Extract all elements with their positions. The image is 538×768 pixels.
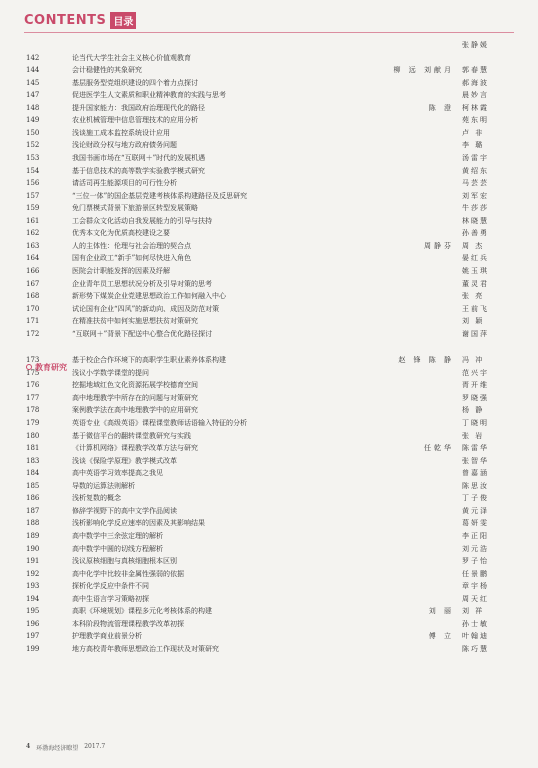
- page-footer: [26, 743, 105, 752]
- entry-right-author: 刘元浩: [462, 544, 489, 553]
- entry-right-author: 陈思汝: [462, 481, 489, 490]
- entry-page-number: 197: [26, 632, 40, 641]
- entry-title: 高中英语学习效率提高之我见: [72, 469, 163, 478]
- entry-title: 浅议小学数学课堂的提问: [72, 368, 149, 377]
- toc-entry: [0, 228, 538, 239]
- entry-title: 提升国家能力：我国政府治理现代化的路径: [72, 103, 205, 112]
- entry-title: 浅析影响化学反应速率的因素及其影响结果: [72, 519, 205, 528]
- entry-title: 浅谈《保险学原理》教学模式改革: [72, 456, 177, 465]
- entry-page-number: 194: [26, 594, 40, 603]
- toc-entry: [0, 594, 538, 605]
- entry-right-author: 姚玉琪: [462, 266, 489, 275]
- entry-title: 基于校企合作环境下的高职学生职业素养体系构建: [72, 356, 226, 365]
- toc-entry: [0, 468, 538, 479]
- entry-page-number: 193: [26, 582, 40, 591]
- toc-entry: [0, 103, 538, 114]
- entry-title: 农业机械管理中信息管理技术的应用分析: [72, 116, 198, 125]
- entry-title: 论当代大学生社会主义核心价值观教育: [72, 53, 191, 62]
- entry-title: 地方高校青年教师思想政治工作现状及对策研究: [72, 644, 219, 653]
- entry-title: 基层服务型党组织建设的四个着力点探讨: [72, 78, 198, 87]
- entry-page-number: 176: [26, 381, 40, 390]
- page-number: 4: [26, 743, 31, 750]
- entry-right-author: 黄绍东: [462, 166, 489, 175]
- entry-right-author: 孙士敏: [462, 619, 489, 628]
- entry-right-author: 晨妙言: [462, 91, 489, 100]
- entry-right-author: 丁子俊: [462, 494, 489, 503]
- entry-right-author: 任景鹏: [462, 569, 489, 578]
- entry-right-author: 周天红: [462, 594, 489, 603]
- entry-author: 陈 澄: [428, 103, 454, 112]
- entry-title: 案例教学法在高中地理教学中的应用研究: [72, 406, 198, 415]
- toc-entry: [0, 166, 538, 177]
- entry-page-number: 149: [26, 116, 40, 125]
- entry-right-author: 曾嘉涵: [462, 469, 489, 478]
- entry-title: 新形势下煤炭企业党建思想政治工作如何融入中心: [72, 292, 226, 300]
- entry-page-number: 179: [26, 419, 40, 427]
- entry-right-author: 黄元泽: [462, 506, 489, 515]
- entry-title: 修辞学视野下的高中文学作品阅读: [72, 506, 177, 515]
- entry-right-author: 胥开维: [462, 381, 489, 390]
- toc-entry: [0, 216, 538, 227]
- entry-page-number: 168: [26, 292, 40, 300]
- entry-right-author: 马芸芸: [462, 179, 489, 188]
- entry-right-author: 陈巧慧: [462, 644, 489, 653]
- entry-page-number: 190: [26, 544, 40, 553]
- entry-right-author: 李正阳: [462, 531, 489, 540]
- entry-page-number: 183: [26, 456, 40, 465]
- contents-title-en: CONTENTS: [24, 12, 107, 28]
- toc-entry: [0, 316, 538, 327]
- entry-right-author: 牛莎莎: [462, 204, 489, 213]
- entry-title: 挖掘地域红色文化资源拓展学校德育空间: [72, 381, 198, 390]
- contents-title-cn: 目录: [110, 12, 136, 29]
- entry-right-author: 张 亮: [462, 292, 485, 300]
- entry-right-author: 汤雷宇: [462, 153, 489, 162]
- entry-right-author: 孙善勇: [462, 229, 489, 238]
- entry-author: 任乾华: [424, 444, 454, 453]
- entry-title: 试论国有企业“四风”的新动向、成因及防范对策: [72, 304, 220, 313]
- entry-right-author: 王前飞: [462, 304, 489, 313]
- toc-entry: [0, 493, 538, 504]
- entry-right-author: 叶翰迪: [462, 632, 489, 641]
- toc-entry: [0, 53, 538, 64]
- entry-page-number: 181: [26, 444, 40, 453]
- toc-entry: [0, 443, 538, 454]
- toc-entry: [0, 203, 538, 214]
- entry-title: 英语专业《高级英语》课程课堂教师话语输入特征的分析: [72, 419, 247, 427]
- entry-title: “三位一体”的国企基层党建考核体系构建路径及反思研究: [72, 191, 248, 200]
- toc-entry: [0, 291, 538, 302]
- circle-bullet-icon: [26, 364, 32, 370]
- entry-title: “互联网＋”背景下配送中心整合优化路径探讨: [72, 329, 213, 338]
- entry-title: 促进医学生人文素质和职业精神教育的实践与思考: [72, 91, 226, 100]
- entry-right-author: 葛妍雯: [462, 519, 489, 528]
- entry-title: 《计算机网络》课程教学改革方法与研究: [72, 444, 198, 453]
- toc-entry: [0, 418, 538, 429]
- entry-page-number: 153: [26, 153, 40, 162]
- entry-page-number: 171: [26, 317, 40, 326]
- entry-page-number: 184: [26, 469, 40, 478]
- toc-entry: [0, 253, 538, 264]
- entry-page-number: 161: [26, 216, 40, 225]
- entry-title: 浅谈施工成本监控系统设计应用: [72, 128, 170, 137]
- entry-title: 本科阶段物流管理课程教学改革初探: [72, 619, 184, 628]
- entry-page-number: 164: [26, 254, 40, 263]
- toc-entry: [0, 631, 538, 642]
- entry-page-number: 142: [26, 53, 40, 62]
- entry-title: 探析化学反应中条件不同: [72, 582, 149, 591]
- entry-right-author: 张 岩: [462, 431, 485, 440]
- toc-entry: [0, 556, 538, 567]
- toc-entry: [0, 65, 538, 76]
- section-title: 教育研究: [35, 362, 67, 372]
- entry-title: 浅议原核细胞与真核细胞根本区别: [72, 557, 177, 565]
- entry-title: 请活司再生能源项目的可行性分析: [72, 179, 177, 188]
- entry-right-author: 刘军宏: [462, 191, 489, 200]
- toc-entry: [0, 431, 538, 442]
- entry-right-author: 罗晓强: [462, 393, 489, 402]
- entry-title: 高中地理教学中所存在的问题与对策研究: [72, 393, 198, 402]
- toc-entry: [0, 619, 538, 630]
- toc-entry: [0, 40, 538, 51]
- toc-entry: [0, 380, 538, 391]
- entry-title: 优秀本文化为优质高校建设之要: [72, 229, 170, 238]
- entry-title: 导数的运算法则解析: [72, 481, 135, 490]
- entry-title: 人的主体性：伦理与社会治理的契合点: [72, 241, 191, 250]
- entry-title: 免门票模式背景下旅游景区转型发展策略: [72, 204, 198, 213]
- toc-entry: [0, 606, 538, 617]
- entry-right-author: 郭春慧: [462, 66, 489, 75]
- entry-page-number: 192: [26, 569, 40, 578]
- entry-title: 医院会计职能发挥的因素及纾解: [72, 266, 170, 275]
- entry-page-number: 157: [26, 191, 40, 200]
- section-heading: [26, 361, 67, 373]
- entry-page-number: 162: [26, 229, 40, 238]
- entry-author: 刘 丽: [428, 607, 454, 616]
- entry-title: 高职《环境规划》课程多元化考核体系的构建: [72, 607, 212, 616]
- entry-right-author: 柯林霞: [462, 103, 489, 112]
- entry-page-number: 191: [26, 557, 40, 565]
- issue-date: 2017.7: [84, 743, 106, 750]
- header-divider: [24, 32, 514, 33]
- toc-entry: [0, 481, 538, 492]
- entry-page-number: 163: [26, 241, 40, 250]
- toc-entry: [0, 128, 538, 139]
- entry-title: 在精准扶贫中如何实施思想扶贫对策研究: [72, 317, 198, 326]
- toc-entry: [0, 178, 538, 189]
- entry-author: 赵 锋 陈 静: [398, 356, 454, 365]
- entry-right-author: 晏红兵: [462, 254, 489, 263]
- toc-entry: [0, 279, 538, 290]
- toc-entry: [0, 153, 538, 164]
- entry-page-number: 167: [26, 279, 40, 288]
- entry-author: 傅 立: [428, 632, 454, 641]
- entry-page-number: 177: [26, 393, 40, 402]
- entry-page-number: 166: [26, 266, 40, 275]
- toc-entry: [0, 456, 538, 467]
- entry-right-author: 罗子怡: [462, 557, 489, 565]
- entry-right-author: 刘 颖: [462, 317, 485, 326]
- entry-title: 浅论财政分权与地方政府债务问题: [72, 141, 177, 150]
- toc-entry: [0, 115, 538, 126]
- entry-title: 会计稳健性的其象研究: [72, 66, 142, 75]
- toc-entry: [0, 266, 538, 277]
- entry-right-author: 冯 冲: [462, 356, 485, 365]
- entry-title: 国有企业政工“新手”如何尽快进入角色: [72, 254, 192, 263]
- toc-entry: [0, 368, 538, 379]
- entry-page-number: 175: [26, 368, 40, 377]
- toc-entry: [0, 518, 538, 529]
- toc-entry: [0, 140, 538, 151]
- entry-page-number: 156: [26, 179, 40, 188]
- entry-right-author: 张静媛: [462, 41, 489, 49]
- toc-entry: [0, 544, 538, 555]
- entry-page-number: 189: [26, 531, 40, 540]
- entry-title: 基于信息技术的高等数学实验教学模式研究: [72, 166, 205, 175]
- entry-title: 浅析复数的概念: [72, 494, 121, 503]
- entry-page-number: 186: [26, 494, 40, 503]
- toc-entry: [0, 405, 538, 416]
- entry-right-author: 丁晓明: [462, 419, 489, 427]
- entry-right-author: 杨 静: [462, 406, 485, 415]
- entry-page-number: 145: [26, 78, 40, 87]
- entry-right-author: 章宇杨: [462, 582, 489, 591]
- entry-right-author: 郝海波: [462, 78, 489, 87]
- entry-page-number: 144: [26, 66, 40, 75]
- entry-right-author: 董灵君: [462, 279, 489, 288]
- entry-page-number: 188: [26, 519, 40, 528]
- entry-page-number: 185: [26, 481, 40, 490]
- toc-entry: [0, 90, 538, 101]
- entry-title: 工会群众文化活动自我发展能力的引导与扶持: [72, 216, 212, 225]
- toc-entry: [0, 581, 538, 592]
- toc-entry: [0, 329, 538, 340]
- entry-title: 护理教学商业前景分析: [72, 632, 142, 641]
- toc-header: [24, 10, 136, 30]
- toc-entry: [0, 304, 538, 315]
- entry-right-author: 苑东明: [462, 116, 489, 125]
- entry-page-number: 154: [26, 166, 40, 175]
- entry-page-number: 187: [26, 506, 40, 515]
- entry-right-author: 谢国萍: [462, 329, 489, 338]
- entry-page-number: 180: [26, 431, 40, 440]
- toc-entry: [0, 393, 538, 404]
- entry-right-author: 张智华: [462, 456, 489, 465]
- entry-page-number: 199: [26, 644, 40, 653]
- entry-page-number: 148: [26, 103, 40, 112]
- entry-right-author: 周 杰: [462, 241, 485, 250]
- toc-entry: [0, 355, 538, 366]
- journal-name: 环渤海经济瞭望: [36, 745, 79, 752]
- entry-page-number: 150: [26, 128, 40, 137]
- entry-page-number: 172: [26, 329, 40, 338]
- entry-page-number: 173: [26, 356, 40, 365]
- entry-page-number: 147: [26, 91, 40, 100]
- entry-title: 高中数学中三余弦定理的解析: [72, 531, 163, 540]
- entry-right-author: 陈雷华: [462, 444, 489, 453]
- entry-right-author: 卢 非: [462, 128, 485, 137]
- toc-entry: [0, 531, 538, 542]
- entry-page-number: 152: [26, 141, 40, 150]
- toc-entry: [0, 191, 538, 202]
- entry-title: 企业青年员工思想状况分析及引导对策的思考: [72, 279, 212, 288]
- entry-title: 高中化学中比较非金属性强弱的依据: [72, 569, 184, 578]
- entry-page-number: 196: [26, 619, 40, 628]
- toc-entry: [0, 569, 538, 580]
- entry-author: 柳 远 刘献月: [393, 66, 454, 75]
- entry-title: 我国书画市场在“互联网＋”时代的发展机遇: [72, 153, 206, 162]
- entry-title: 基于微信平台的翻转课堂教研究与实践: [72, 431, 191, 440]
- entry-page-number: 170: [26, 304, 40, 313]
- toc-entry: [0, 78, 538, 89]
- entry-author: 周静芬: [424, 241, 454, 250]
- entry-right-author: 范兴宇: [462, 368, 489, 377]
- toc-entry: [0, 506, 538, 517]
- entry-title: 高中数学中圆的切线方程解析: [72, 544, 163, 553]
- entry-title: 高中生语言学习策略初探: [72, 594, 149, 603]
- entry-page-number: 195: [26, 607, 40, 616]
- entry-right-author: 林晓慧: [462, 216, 489, 225]
- entry-right-author: 刘 祥: [462, 607, 485, 616]
- entry-page-number: 159: [26, 204, 40, 213]
- entry-page-number: 178: [26, 406, 40, 415]
- toc-entry: [0, 241, 538, 252]
- entry-right-author: 李 璐: [462, 141, 485, 150]
- toc-entry: [0, 644, 538, 655]
